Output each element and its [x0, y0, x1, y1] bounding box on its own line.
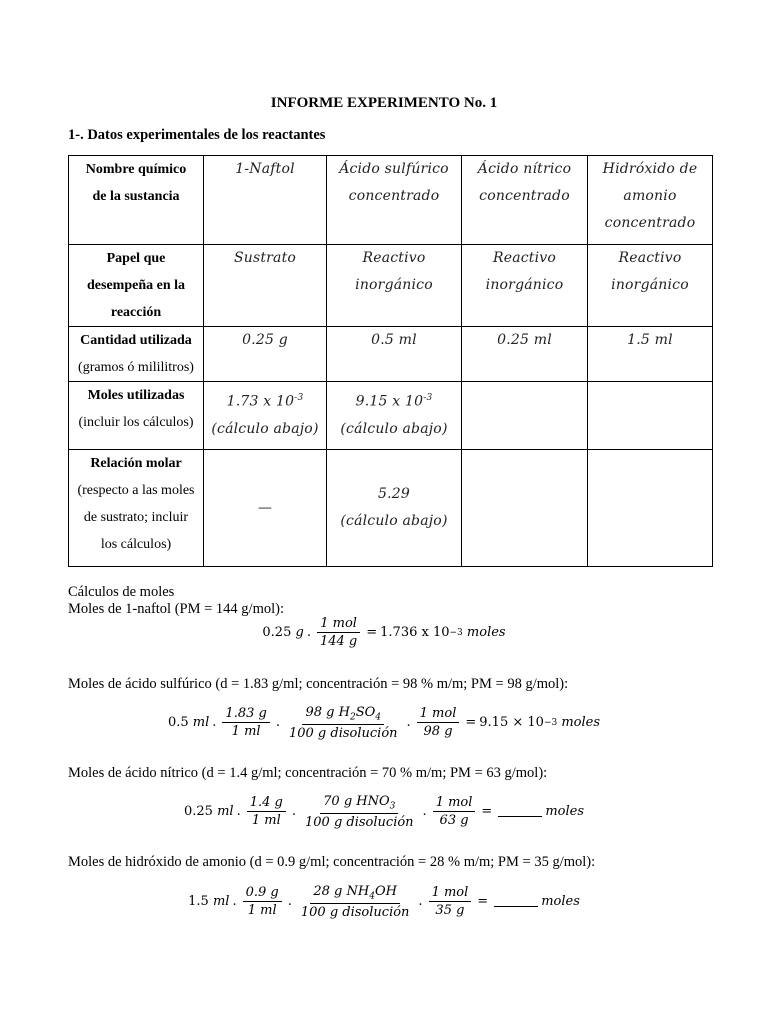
- cell-naftol-papel: [204, 245, 327, 327]
- cell-text: (cálculo abajo): [211, 420, 319, 437]
- table-row-cantidad: [69, 327, 713, 382]
- cell-nitrico-moles: [462, 382, 588, 450]
- row-header-line: de la sustancia: [92, 189, 180, 204]
- cell-text: concentrado: [604, 215, 696, 231]
- cell-nitrico-nombre: [462, 156, 588, 245]
- dot-operator: .: [212, 715, 217, 731]
- cell-text: Ácido sulfúrico: [339, 161, 449, 177]
- fraction-denominator: 1 ml: [251, 813, 281, 829]
- cell-naftol-moles: [204, 382, 327, 450]
- eq-result-unit: moles: [541, 894, 580, 910]
- cell-nitrico-papel: [462, 245, 588, 327]
- equation-amonio: [0, 884, 768, 920]
- eq-value: 0.25: [183, 804, 213, 820]
- fraction-denominator: 144 g: [319, 634, 358, 649]
- fraction-denominator: 1 ml: [231, 724, 261, 740]
- eq-unit: ml: [212, 894, 230, 910]
- formula-subscript: 4: [375, 712, 381, 723]
- eq-result-unit: moles: [561, 715, 601, 731]
- fraction: [222, 706, 269, 739]
- row-header-line: reacción: [110, 305, 162, 320]
- cell-text: Ácido nítrico: [477, 161, 572, 177]
- calc-heading: Cálculos de moles: [68, 584, 175, 600]
- cell-amonio-cantidad: 1.5 ml: [588, 327, 713, 382]
- row-header-line: (respecto a las moles: [77, 483, 195, 498]
- fraction: [243, 885, 282, 918]
- fraction: [433, 795, 476, 828]
- fraction-denominator: 63 g: [439, 813, 469, 829]
- eq-exponent: −3: [449, 627, 463, 638]
- row-header-moles: [69, 382, 204, 450]
- dot-operator: .: [418, 894, 423, 910]
- equation-sulfurico: [0, 705, 768, 741]
- calc-sulfurico-label: Moles de ácido sulfúrico (d = 1.83 g/ml; concentración = 98 % m/m; PM = 98 g/mol):: [68, 676, 569, 692]
- fraction-denominator: 100 g disolución: [305, 814, 414, 830]
- fraction: [317, 616, 360, 649]
- fraction-denominator: 98 g: [423, 724, 453, 740]
- cell-text: 9.15 x 10: [355, 393, 424, 410]
- answer-blank: [494, 896, 538, 907]
- fraction: [302, 794, 417, 830]
- fraction-denominator: 100 g disolución: [300, 904, 410, 920]
- fraction-numerator: [302, 705, 384, 725]
- row-header-line: (gramos ó mililitros): [78, 360, 194, 375]
- eq-result: 1.736 x 10: [380, 625, 450, 640]
- cell-amonio-relacion: [588, 450, 713, 567]
- cell-sulfurico-moles: [327, 382, 462, 450]
- cell-text: Sustrato: [233, 250, 297, 266]
- fraction-denominator: 100 g disolución: [288, 725, 398, 741]
- row-header-line: Relación molar: [90, 456, 182, 471]
- eq-unit: ml: [192, 715, 210, 731]
- fraction: [298, 884, 413, 920]
- eq-value: 1.5: [188, 894, 209, 910]
- row-header-line: (incluir los cálculos): [78, 415, 194, 430]
- formula-subscript: 2: [349, 712, 356, 723]
- eq-result: 9.15 × 10: [479, 715, 544, 731]
- cell-nitrico-cantidad: 0.25 ml: [462, 327, 588, 382]
- eq-value: 0.25: [262, 625, 292, 640]
- cell-text: (cálculo abajo): [340, 513, 448, 529]
- fraction-numerator: 1 mol: [433, 795, 476, 812]
- cell-sulfurico-cantidad: 0.5 ml: [327, 327, 462, 382]
- fraction-numerator: 1 mol: [317, 616, 360, 633]
- cell-naftol-cantidad: 0.25 g: [204, 327, 327, 382]
- row-header-line: Nombre químico: [85, 162, 187, 177]
- cell-text: 1-Naftol: [235, 161, 295, 177]
- cell-text: Reactivo: [618, 250, 682, 266]
- fraction-numerator: 1 mol: [429, 885, 472, 902]
- row-header-cantidad: [69, 327, 204, 382]
- cell-naftol-nombre: [204, 156, 327, 245]
- cell-text: 5.29: [378, 486, 410, 502]
- row-header-papel: [69, 245, 204, 327]
- cell-text: —: [257, 499, 273, 516]
- answer-blank: [498, 806, 542, 817]
- equals-sign: =: [366, 625, 378, 640]
- fraction-numerator: [310, 884, 400, 904]
- cell-exponent: -3: [423, 393, 433, 403]
- eq-value: 0.5: [167, 715, 189, 731]
- cell-amonio-moles: [588, 382, 713, 450]
- fraction-numerator: 1 mol: [417, 706, 460, 723]
- cell-text: Reactivo: [362, 250, 426, 266]
- formula-part: OH: [374, 884, 397, 899]
- eq-result-unit: moles: [545, 804, 584, 820]
- cell-exponent: -3: [294, 393, 304, 403]
- row-header-line: desempeña en la: [87, 278, 185, 293]
- cell-sulfurico-papel: [327, 245, 462, 327]
- calc-nitrico-label: Moles de ácido nítrico (d = 1.4 g/ml; concentración = 70 % m/m; PM = 63 g/mol):: [68, 765, 548, 781]
- cell-naftol-relacion: [204, 450, 327, 567]
- row-header-line: Cantidad utilizada: [80, 333, 192, 348]
- formula-part: 28 g NH: [313, 884, 370, 899]
- fraction-denominator: 1 ml: [247, 903, 277, 919]
- cell-text: Reactivo: [492, 250, 557, 266]
- row-header-nombre: [69, 156, 204, 245]
- row-header-line: Papel que: [106, 251, 166, 266]
- fraction-numerator: 0.9 g: [243, 885, 282, 902]
- fraction: [429, 885, 472, 918]
- row-header-line: los cálculos): [100, 537, 172, 552]
- fraction-numerator: 1.4 g: [247, 795, 286, 812]
- formula-subscript: 4: [369, 891, 375, 902]
- eq-result-unit: moles: [466, 625, 506, 640]
- dot-operator: .: [306, 625, 311, 640]
- calc-naftol-label: Moles de 1-naftol (PM = 144 g/mol):: [68, 601, 284, 617]
- dot-operator: .: [291, 804, 296, 820]
- fraction-denominator: 35 g: [435, 903, 465, 919]
- dot-operator: .: [236, 804, 241, 820]
- row-header-relacion: [69, 450, 204, 567]
- dot-operator: .: [422, 804, 427, 820]
- cell-text: amonio: [623, 188, 677, 204]
- table-row-nombre: [69, 156, 713, 245]
- reactants-table: [68, 155, 713, 567]
- equals-sign: =: [477, 894, 489, 910]
- cell-sulfurico-nombre: [327, 156, 462, 245]
- dot-operator: .: [232, 894, 237, 910]
- eq-unit: g: [295, 625, 304, 640]
- dot-operator: .: [406, 715, 411, 731]
- cell-text: inorgánico: [485, 277, 564, 293]
- row-header-line: de sustrato; incluir: [83, 510, 189, 525]
- formula-subscript: 3: [389, 801, 396, 812]
- cell-sulfurico-relacion: [327, 450, 462, 567]
- equation-naftol: [0, 616, 768, 649]
- formula-part: 98 g H: [305, 705, 350, 720]
- dot-operator: .: [287, 894, 292, 910]
- table-row-moles: [69, 382, 713, 450]
- formula-part: SO: [355, 705, 376, 720]
- equals-sign: =: [465, 715, 477, 731]
- section-heading: 1-. Datos experimentales de los reactantes: [68, 127, 326, 143]
- fraction: [247, 795, 286, 828]
- fraction-numerator: 1.83 g: [222, 706, 269, 723]
- fraction: [417, 706, 460, 739]
- calc-amonio-label: Moles de hidróxido de amonio (d = 0.9 g/ml; concentración = 28 % m/m; PM = 35 g/mol):: [68, 854, 596, 870]
- cell-text: Hidróxido de: [602, 161, 698, 177]
- cell-amonio-papel: [588, 245, 713, 327]
- cell-nitrico-relacion: [462, 450, 588, 567]
- formula-part: 70 g HNO: [323, 794, 390, 809]
- row-header-line: Moles utilizadas: [87, 388, 185, 403]
- equation-nitrico: [0, 794, 768, 830]
- table-row-relacion: [69, 450, 713, 567]
- fraction-numerator: [320, 794, 398, 814]
- cell-text: inorgánico: [611, 277, 689, 293]
- cell-amonio-nombre: [588, 156, 713, 245]
- dot-operator: .: [275, 715, 280, 731]
- report-title: INFORME EXPERIMENTO No. 1: [270, 95, 498, 111]
- fraction: [286, 705, 401, 741]
- equals-sign: =: [481, 804, 493, 820]
- table-row-papel: [69, 245, 713, 327]
- cell-text: (cálculo abajo): [340, 420, 448, 437]
- eq-unit: ml: [217, 804, 234, 820]
- cell-text: concentrado: [348, 188, 440, 204]
- cell-text: 1.73 x 10: [226, 393, 295, 410]
- cell-text: inorgánico: [355, 277, 433, 293]
- cell-text: concentrado: [479, 188, 570, 204]
- eq-exponent: −3: [543, 717, 558, 728]
